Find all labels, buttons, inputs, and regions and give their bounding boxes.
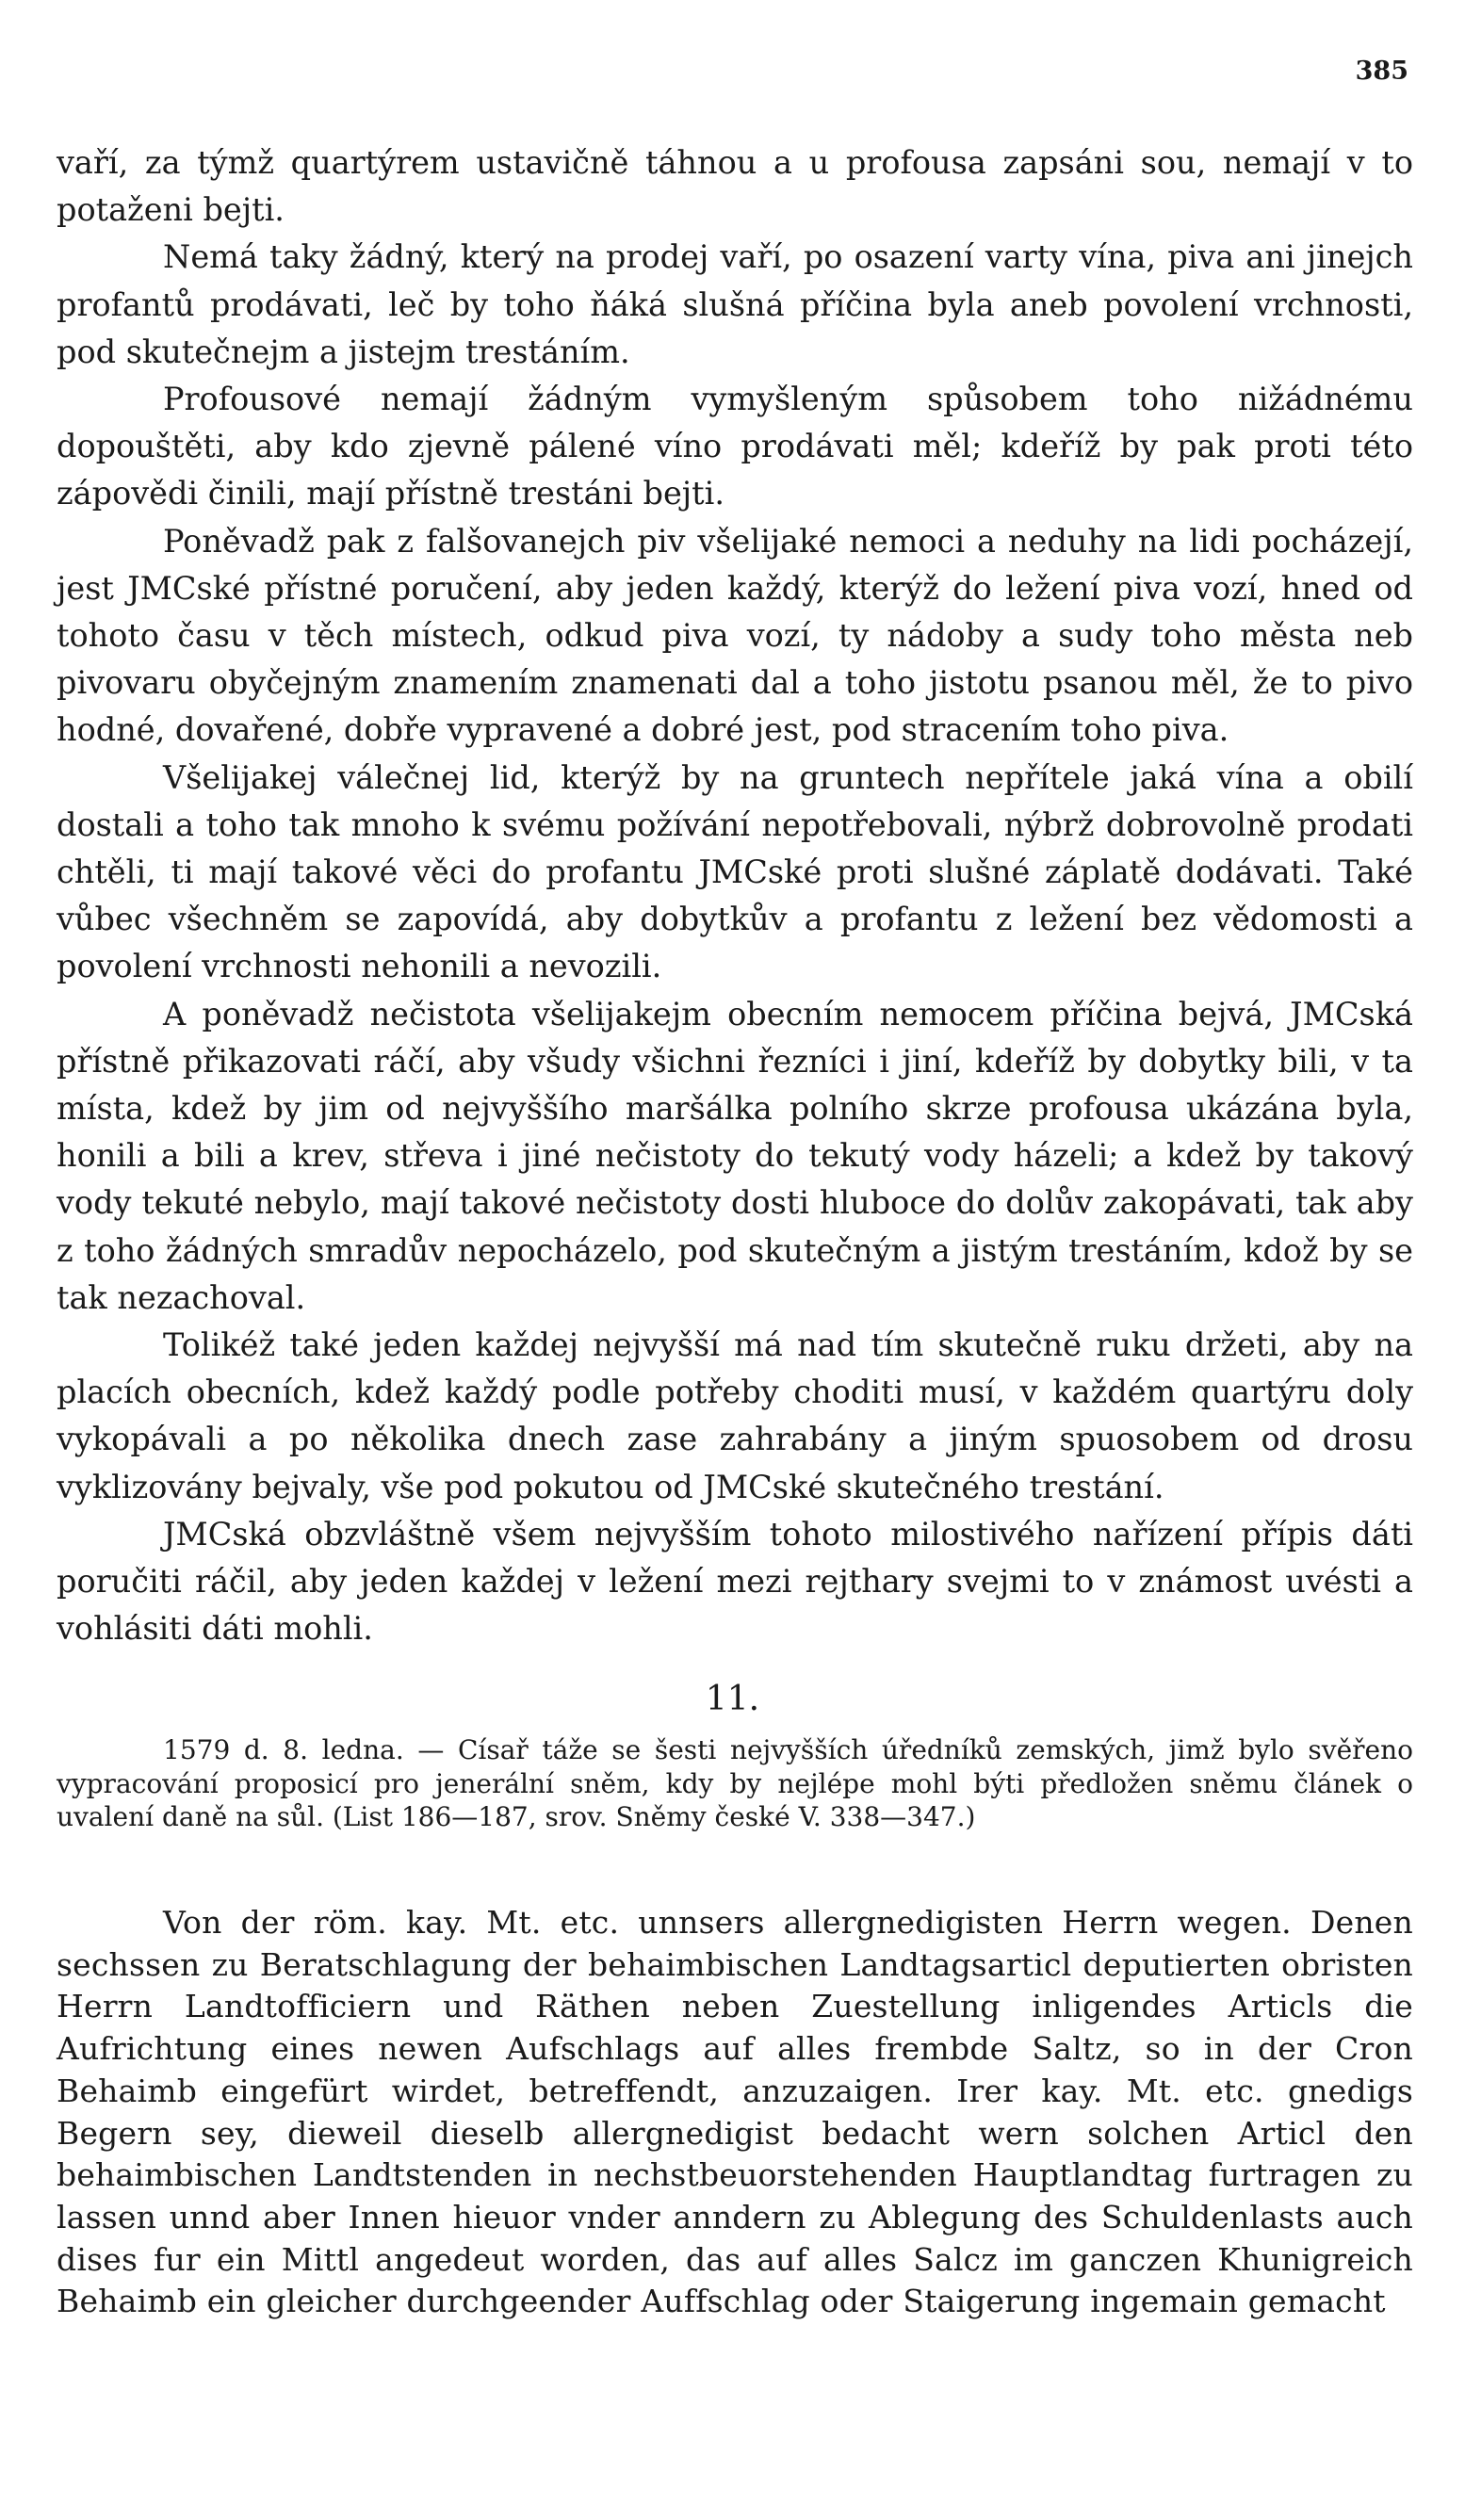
- page-number: 385: [1355, 57, 1408, 86]
- paragraph: A poněvadž nečistota všelijakejm obecním nemocem příčina bejvá, JMCská přístně přikazovati ráčí, aby všudy všichni řezníci i jiní, kdeříž by dobytky bili, v ta místa, kdež by jim od nejvyššího maršálka polního skrze profousa ukázána byla, honili a bili a krev, střeva i jiné nečistoty do tekutý vody házeli; a kdež by takový vody tekuté nebylo, mají takové nečistoty dosti hluboce do dolův zakopávati, tak aby z toho žádných smradův nepocházelo, pod skutečným a jistým trestáním, kdož by se tak nezachoval.: [57, 995, 1413, 1316]
- paragraph: Všelijakej válečnej lid, kterýž by na gruntech nepřítele jaká vína a obilí dostali a toho tak mnoho k svému požívání nepotřebovali, nýbrž dobrovolně prodati chtěli, ti mají takové věci do profantu JMCské proti slušné záplatě dodávati. Také vůbec všechněm se zapovídá, aby dobytkův a profantu z ležení bez vědomosti a povolení vrchnosti nehonili a nevozili.: [57, 758, 1413, 985]
- main-text: [57, 139, 1413, 1653]
- paragraph: Tolikéž také jeden každej nejvyšší má nad tím skutečně ruku držeti, aby na placích obecních, kdež každý podle potřeby choditi musí, v každém quartýru doly vykopávali a po několika dnech zase zahrabány a jiným spuosobem od drosu vyklizovány bejvaly, vše pod pokutou od JMCské skutečného trestání.: [57, 1326, 1413, 1505]
- document-german-text: Von der röm. kay. Mt. etc. unnsers allergnedigisten Herrn wegen. Denen sechssen zu Beratschlagung der behaimbischen Landtagsarticl deputierten obristen Herrn Landtofficiern und Räthen neben Zuestellung inligendes Articls die Aufrichtung eines newen Aufschlags auf alles frembde Saltz, so in der Cron Behaimb eingefürt wirdet, betreffendt, anzuzaigen. Irer kay. Mt. etc. gnedigs Begern sey, dieweil dieselb allergnedigist bedacht wern solchen Articl den behaimbischen Landtstenden in nechstbeuorstehenden Hauptlandtag furtragen zu lassen unnd aber Innen hieuor vnder anndern zu Ablegung des Schuldenlasts auch dises fur ein Mittl angedeut worden, das auf alles Salcz im ganczen Khunigreich Behaimb ein gleicher durchgeender Auffschlag oder Staigerung ingemain gemacht: [57, 1904, 1413, 2320]
- paragraph: Profousové nemají žádným vymyšleným spůsobem toho nižádnému dopouštěti, aby kdo zjevně pálené víno prodávati měl; kdeříž by pak proti této zápovědi činili, mají přístně trestáni bejti.: [57, 381, 1413, 512]
- document-number: 11.: [705, 1680, 760, 1718]
- document-regest: 1579 d. 8. ledna. — Císař táže se šesti nejvyšších úředníků zemských, jimž bylo svěřeno vypracování proposicí pro jenerální sněm, kdy by nejlépe mohl býti předložen sněmu článek o uvalení daně na sůl. (List 186—187, srov. Sněmy české V. 338—347.): [57, 1734, 1413, 1832]
- paragraph: JMCská obzvláštně všem nejvyšším tohoto milostivého nařízení přípis dáti poručiti ráčil, aby jeden každej v ležení mezi rejthary svejmi to v známost uvésti a vohlásiti dáti mohli.: [57, 1515, 1413, 1648]
- paragraph: Poněvadž pak z falšovanejch piv všelijaké nemoci a neduhy na lidi pocházejí, jest JMCské přístné poručení, aby jeden každý, kterýž do ležení piva vozí, hned od tohoto času v těch místech, odkud piva vozí, ty nádoby a sudy toho města neb pivovaru obyčejným znamením znamenati dal a toho jistotu psanou měl, že to pivo hodné, dovařené, dobře vypravené a dobré jest, pod stracením toho piva.: [57, 522, 1413, 749]
- paragraph: Nemá taky žádný, který na prodej vaří, po osazení varty vína, piva ani jinejch profantů prodávati, leč by toho ňáká slušná příčina byla aneb povolení vrchnosti, pod skutečnejm a jistejm trestáním.: [57, 238, 1413, 370]
- paragraph: vaří, za týmž quartýrem ustavičně táhnou a u profousa zapsáni sou, nemají v to potaženi bejti.: [57, 144, 1413, 229]
